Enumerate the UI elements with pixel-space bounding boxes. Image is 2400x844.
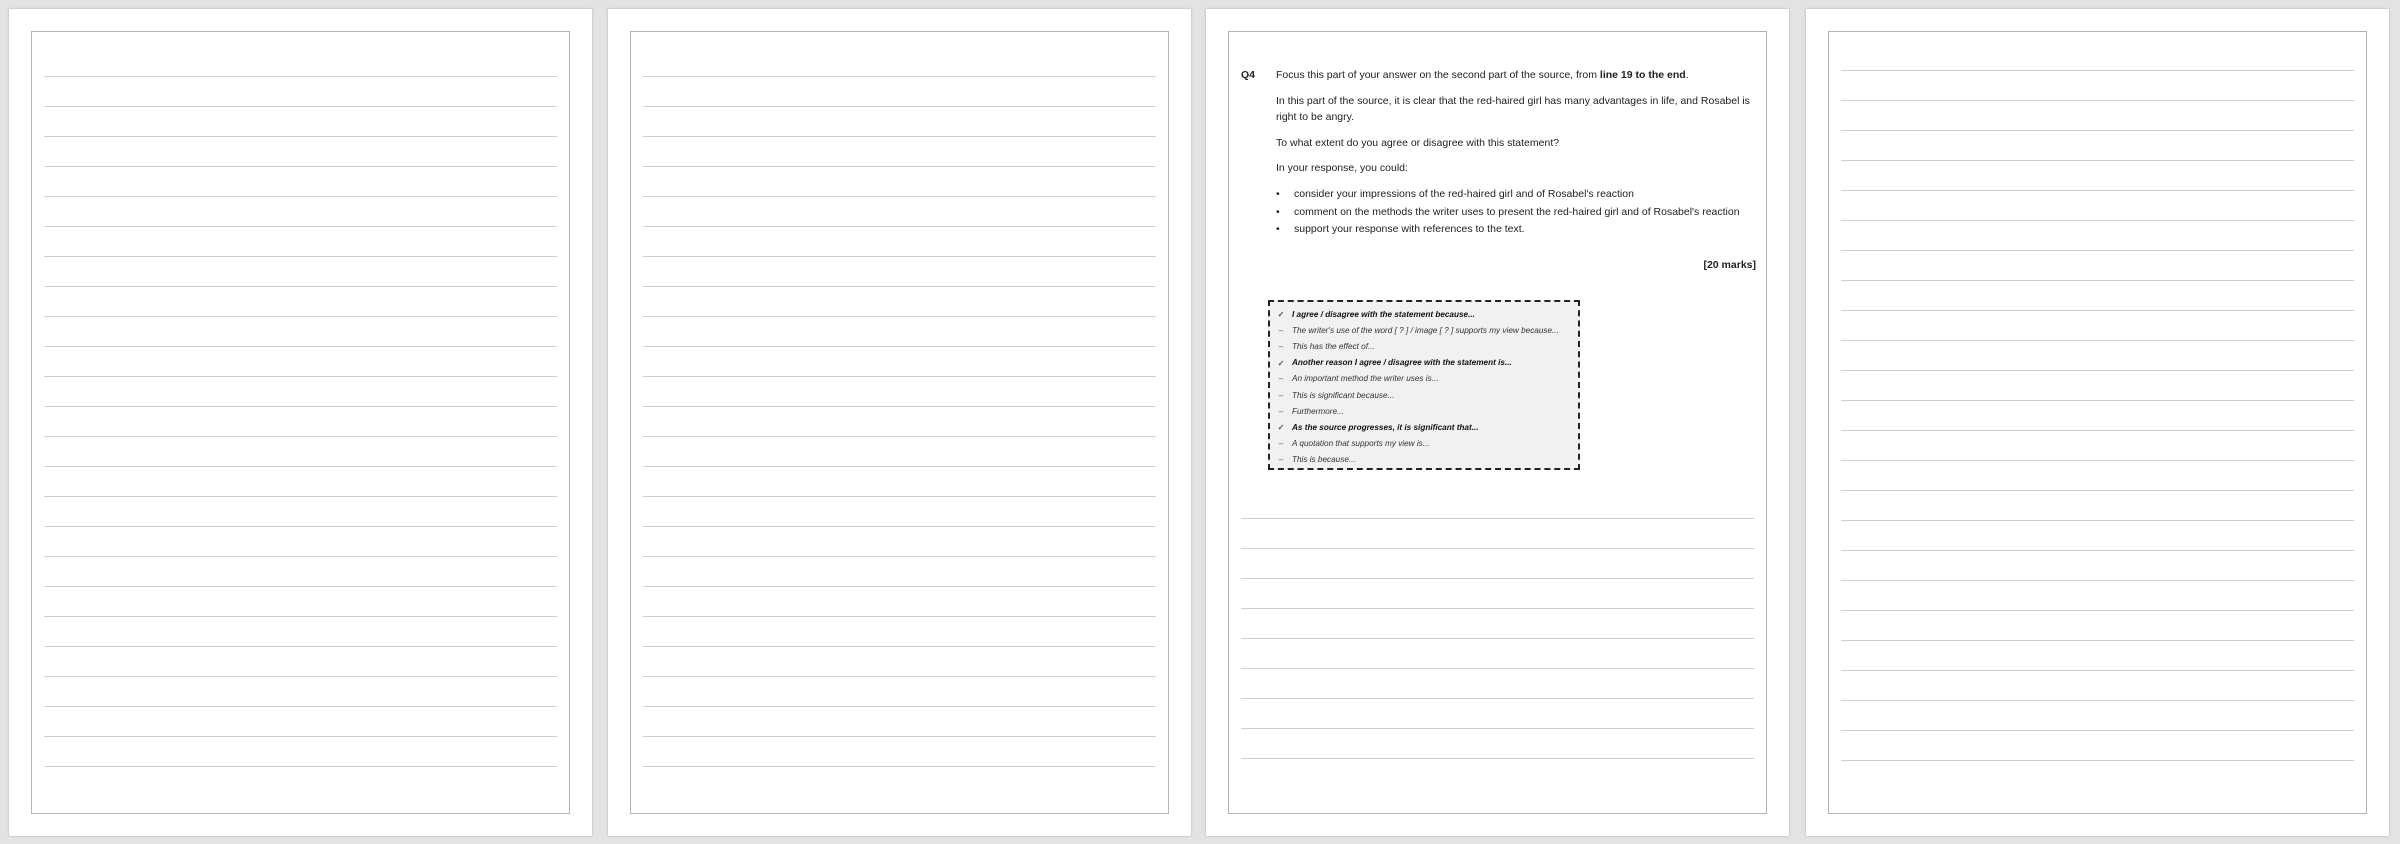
focus-suffix: .	[1685, 69, 1689, 81]
writing-line	[643, 256, 1156, 257]
writing-line	[1841, 100, 2354, 101]
writing-line	[1841, 670, 2354, 671]
writing-line	[643, 496, 1156, 497]
page-border	[1828, 31, 2367, 814]
dash-icon: –	[1278, 341, 1284, 351]
writing-line	[643, 346, 1156, 347]
writing-line	[44, 466, 557, 467]
page-border	[1228, 31, 1767, 814]
writing-line	[1841, 130, 2354, 131]
writing-line	[1841, 400, 2354, 401]
writing-line	[44, 316, 557, 317]
scaffold-text: This is because...	[1292, 455, 1356, 465]
question-prompt: To what extent do you agree or disagree with this statement?	[1276, 137, 1560, 149]
writing-line	[44, 166, 557, 167]
scaffold-item	[1270, 355, 1578, 371]
dash-icon: –	[1278, 439, 1284, 449]
writing-line	[1241, 608, 1754, 609]
scaffold-item	[1270, 322, 1578, 338]
check-icon: ✓	[1277, 423, 1285, 433]
answer-page-1	[9, 9, 592, 836]
writing-line	[44, 226, 557, 227]
writing-line	[1841, 340, 2354, 341]
writing-line	[643, 136, 1156, 137]
scaffold-item	[1270, 452, 1578, 468]
writing-line	[44, 346, 557, 347]
writing-line	[643, 766, 1156, 767]
dash-icon: –	[1278, 325, 1284, 335]
writing-line	[1241, 758, 1754, 759]
writing-line	[44, 496, 557, 497]
scaffold-text: A quotation that supports my view is...	[1292, 439, 1430, 449]
writing-line	[643, 376, 1156, 377]
writing-line	[44, 676, 557, 677]
writing-line	[1841, 490, 2354, 491]
writing-line	[643, 196, 1156, 197]
scaffold-text: Another reason I agree / disagree with the statement is...	[1292, 358, 1512, 368]
writing-line	[643, 226, 1156, 227]
writing-line	[44, 376, 557, 377]
writing-line	[44, 406, 557, 407]
writing-line	[1841, 430, 2354, 431]
question-intro: In your response, you could:	[1276, 162, 1408, 174]
scaffold-text: As the source progresses, it is significant that...	[1292, 422, 1479, 432]
writing-line	[44, 436, 557, 437]
check-icon: ✓	[1277, 358, 1285, 368]
dash-icon: –	[1278, 406, 1284, 416]
scaffold-item	[1270, 338, 1578, 354]
page-border	[31, 31, 570, 814]
scaffold-item	[1270, 387, 1578, 403]
writing-line	[44, 736, 557, 737]
scaffold-item	[1270, 436, 1578, 452]
writing-line	[44, 286, 557, 287]
bullet-item: • comment on the methods the writer uses to present the red-haired girl and of Rosabel's reaction	[1276, 204, 1774, 220]
bullet-item: • consider your impressions of the red-haired girl and of Rosabel's reaction	[1276, 186, 1774, 202]
writing-line	[44, 556, 557, 557]
scaffold-item	[1270, 306, 1578, 322]
writing-line	[643, 316, 1156, 317]
writing-line	[44, 766, 557, 767]
writing-line	[1841, 250, 2354, 251]
writing-line	[44, 256, 557, 257]
writing-line	[1841, 550, 2354, 551]
writing-line	[44, 106, 557, 107]
check-icon: ✓	[1277, 310, 1285, 320]
writing-line	[643, 166, 1156, 167]
writing-line	[643, 556, 1156, 557]
writing-line	[1841, 520, 2354, 521]
writing-line	[1241, 668, 1754, 669]
writing-line	[643, 106, 1156, 107]
writing-line	[1241, 518, 1754, 519]
writing-line	[643, 406, 1156, 407]
writing-line	[1841, 160, 2354, 161]
writing-line	[1241, 728, 1754, 729]
writing-line	[1841, 220, 2354, 221]
writing-line	[1841, 640, 2354, 641]
scaffold-text: Furthermore...	[1292, 406, 1344, 416]
writing-line	[44, 196, 557, 197]
writing-line	[1841, 70, 2354, 71]
scaffold-text: The writer's use of the word [ ? ] / image [ ? ] supports my view because...	[1292, 325, 1559, 335]
dash-icon: –	[1278, 390, 1284, 400]
sentence-starter-box	[1268, 300, 1580, 470]
writing-line	[1241, 638, 1754, 639]
writing-line	[643, 706, 1156, 707]
writing-line	[643, 286, 1156, 287]
answer-page-2	[608, 9, 1191, 836]
writing-line	[643, 586, 1156, 587]
scaffold-text: An important method the writer uses is...	[1292, 374, 1439, 384]
writing-line	[1841, 460, 2354, 461]
writing-line	[1841, 730, 2354, 731]
writing-line	[1241, 548, 1754, 549]
writing-line	[1841, 610, 2354, 611]
writing-line	[1841, 280, 2354, 281]
writing-line	[643, 646, 1156, 647]
bullet-item: • support your response with references to the text.	[1276, 221, 1774, 237]
question-focus	[1276, 67, 1756, 83]
writing-line	[44, 526, 557, 527]
writing-line	[1841, 700, 2354, 701]
scaffold-text: This is significant because...	[1292, 390, 1395, 400]
writing-line	[643, 676, 1156, 677]
writing-line	[643, 436, 1156, 437]
writing-line	[643, 616, 1156, 617]
writing-line	[44, 646, 557, 647]
writing-line	[1241, 698, 1754, 699]
writing-line	[44, 586, 557, 587]
writing-line	[643, 76, 1156, 77]
question-statement: In this part of the source, it is clear that the red-haired girl has many advantages in life, and Rosabel is right to be angry.	[1276, 95, 1750, 123]
writing-line	[1241, 578, 1754, 579]
scaffold-text: This has the effect of...	[1292, 341, 1375, 351]
page-border	[630, 31, 1169, 814]
writing-line	[1841, 190, 2354, 191]
scaffold-item	[1270, 371, 1578, 387]
writing-line	[44, 76, 557, 77]
dash-icon: –	[1278, 374, 1284, 384]
question-number: Q4	[1241, 69, 1256, 81]
focus-text: Focus this part of your answer on the second part of the source, from	[1276, 69, 1600, 81]
writing-line	[1841, 580, 2354, 581]
scaffold-item	[1270, 403, 1578, 419]
dash-icon: –	[1278, 455, 1284, 465]
writing-line	[44, 616, 557, 617]
writing-line	[643, 466, 1156, 467]
writing-line	[44, 136, 557, 137]
writing-line	[1841, 760, 2354, 761]
marks-label: [20 marks]	[1703, 259, 1756, 271]
writing-line	[643, 736, 1156, 737]
writing-line	[643, 526, 1156, 527]
scaffold-text: I agree / disagree with the statement because...	[1292, 309, 1475, 319]
focus-lines: line 19 to the end	[1599, 69, 1686, 81]
scaffold-item	[1270, 419, 1578, 435]
writing-line	[1841, 310, 2354, 311]
writing-line	[44, 706, 557, 707]
answer-page-4	[1806, 9, 2389, 836]
writing-line	[1841, 370, 2354, 371]
question-page	[1206, 9, 1789, 836]
